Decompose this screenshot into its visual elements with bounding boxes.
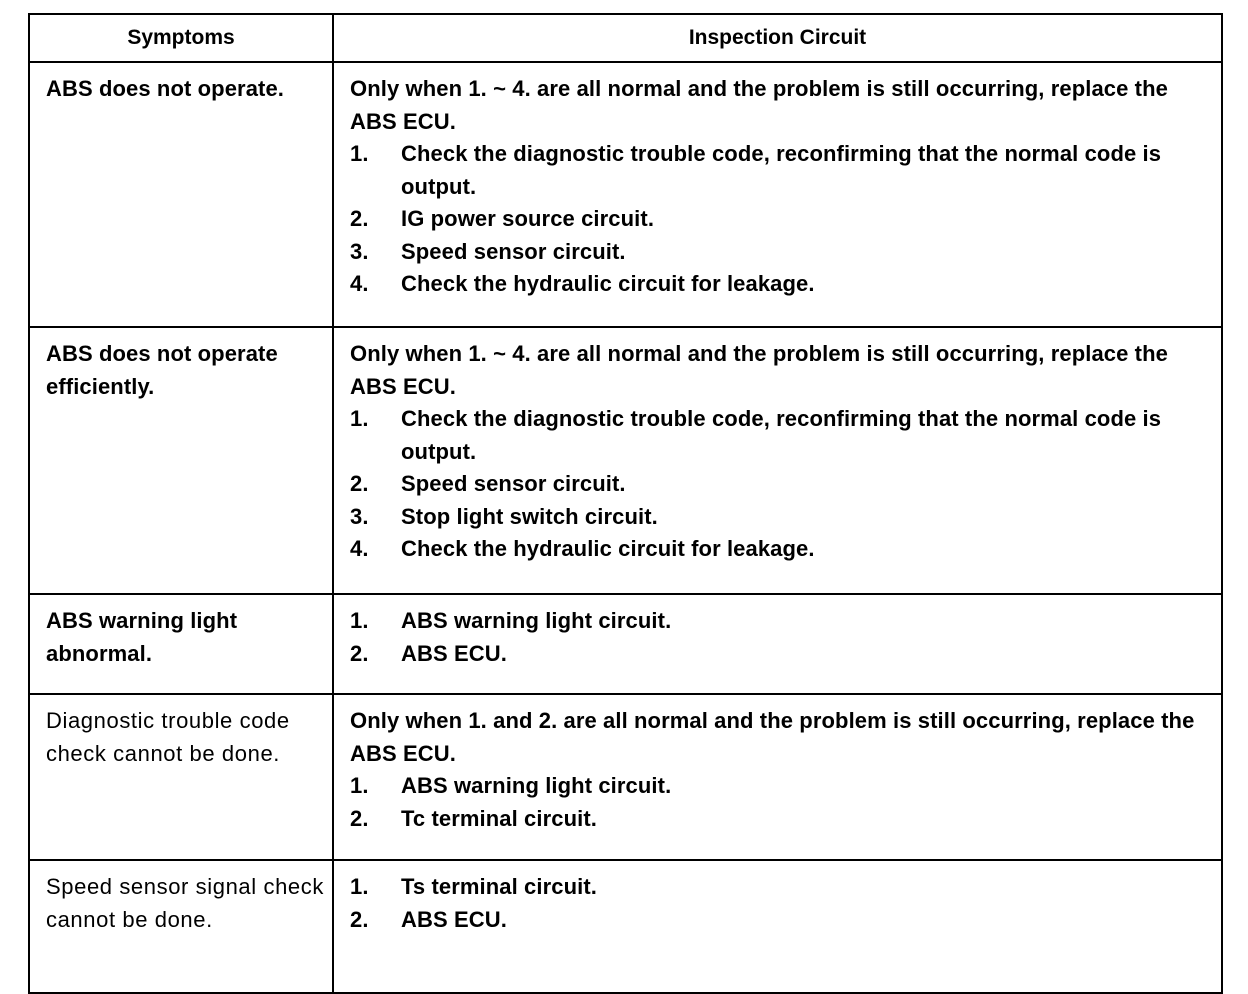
list-item	[350, 770, 1211, 803]
table-row	[29, 62, 1222, 327]
step-number: 3.	[350, 503, 369, 529]
list-item	[350, 268, 1211, 301]
step-text: ABS ECU.	[401, 640, 507, 666]
inspection-cell	[333, 860, 1222, 993]
step-text: ABS ECU.	[401, 906, 507, 932]
list-item	[350, 138, 1211, 203]
symptoms-inspection-table	[28, 13, 1223, 994]
step-number: 2.	[350, 640, 369, 666]
header-symptoms: Symptoms	[29, 14, 333, 62]
header-inspection-circuit: Inspection Circuit	[333, 14, 1222, 62]
step-text: Stop light switch circuit.	[401, 503, 658, 529]
step-number: 2.	[350, 906, 369, 932]
step-text: Check the hydraulic circuit for leakage.	[401, 536, 815, 561]
inspection-cell	[333, 62, 1222, 327]
inspection-intro: Only when 1. ~ 4. are all normal and the problem is still occurring, replace the ABS ECU.	[350, 76, 1168, 134]
list-item	[350, 501, 1211, 534]
symptom-cell	[29, 62, 333, 327]
inspection-steps	[350, 403, 1211, 566]
list-item	[350, 871, 1211, 904]
list-item	[350, 236, 1211, 269]
symptom-cell	[29, 860, 333, 993]
step-text: IG power source circuit.	[401, 206, 655, 231]
list-item	[350, 468, 1211, 501]
table-row	[29, 594, 1222, 694]
step-text: Check the diagnostic trouble code, reconfirming that the normal code is output.	[401, 141, 1162, 199]
inspection-cell	[333, 694, 1222, 860]
symptom-cell	[29, 327, 333, 594]
table-row	[29, 694, 1222, 860]
list-item	[350, 203, 1211, 236]
step-text: Speed sensor circuit.	[401, 238, 626, 264]
step-number: 3.	[350, 238, 369, 264]
step-text: ABS warning light circuit.	[401, 608, 672, 633]
step-number: 2.	[350, 471, 369, 496]
step-number: 1.	[350, 608, 369, 633]
inspection-intro: Only when 1. and 2. are all normal and the problem is still occurring, replace the ABS ECU.	[350, 708, 1195, 766]
step-number: 1.	[350, 406, 369, 431]
symptom-cell	[29, 694, 333, 860]
inspection-steps	[350, 138, 1211, 301]
inspection-steps	[350, 871, 1211, 936]
list-item	[350, 803, 1211, 836]
inspection-cell	[333, 327, 1222, 594]
symptom-text: ABS warning light abnormal.	[46, 608, 238, 666]
step-text: Check the hydraulic circuit for leakage.	[401, 271, 815, 296]
step-number: 2.	[350, 805, 369, 831]
symptom-text: ABS does not operate.	[46, 76, 285, 101]
step-number: 4.	[350, 271, 369, 296]
inspection-cell	[333, 594, 1222, 694]
symptom-text: ABS does not operate efficiently.	[46, 341, 278, 399]
step-text: Ts terminal circuit.	[401, 874, 597, 899]
inspection-steps	[350, 770, 1211, 835]
symptom-text: Diagnostic trouble code check cannot be done.	[46, 708, 290, 766]
table-row	[29, 860, 1222, 993]
step-number: 1.	[350, 141, 369, 166]
symptom-cell	[29, 594, 333, 694]
step-text: ABS warning light circuit.	[401, 773, 672, 798]
list-item	[350, 605, 1211, 638]
table-row	[29, 327, 1222, 594]
list-item	[350, 533, 1211, 566]
step-number: 1.	[350, 874, 369, 899]
step-text: Speed sensor circuit.	[401, 471, 626, 496]
step-text: Check the diagnostic trouble code, reconfirming that the normal code is output.	[401, 406, 1162, 464]
list-item	[350, 403, 1211, 468]
step-number: 4.	[350, 536, 369, 561]
inspection-intro: Only when 1. ~ 4. are all normal and the problem is still occurring, replace the ABS ECU.	[350, 341, 1168, 399]
step-number: 1.	[350, 773, 369, 798]
inspection-steps	[350, 605, 1211, 670]
list-item	[350, 638, 1211, 671]
step-text: Tc terminal circuit.	[401, 805, 597, 831]
symptom-text: Speed sensor signal check cannot be done.	[46, 874, 324, 932]
header-row	[29, 14, 1222, 62]
step-number: 2.	[350, 206, 369, 231]
